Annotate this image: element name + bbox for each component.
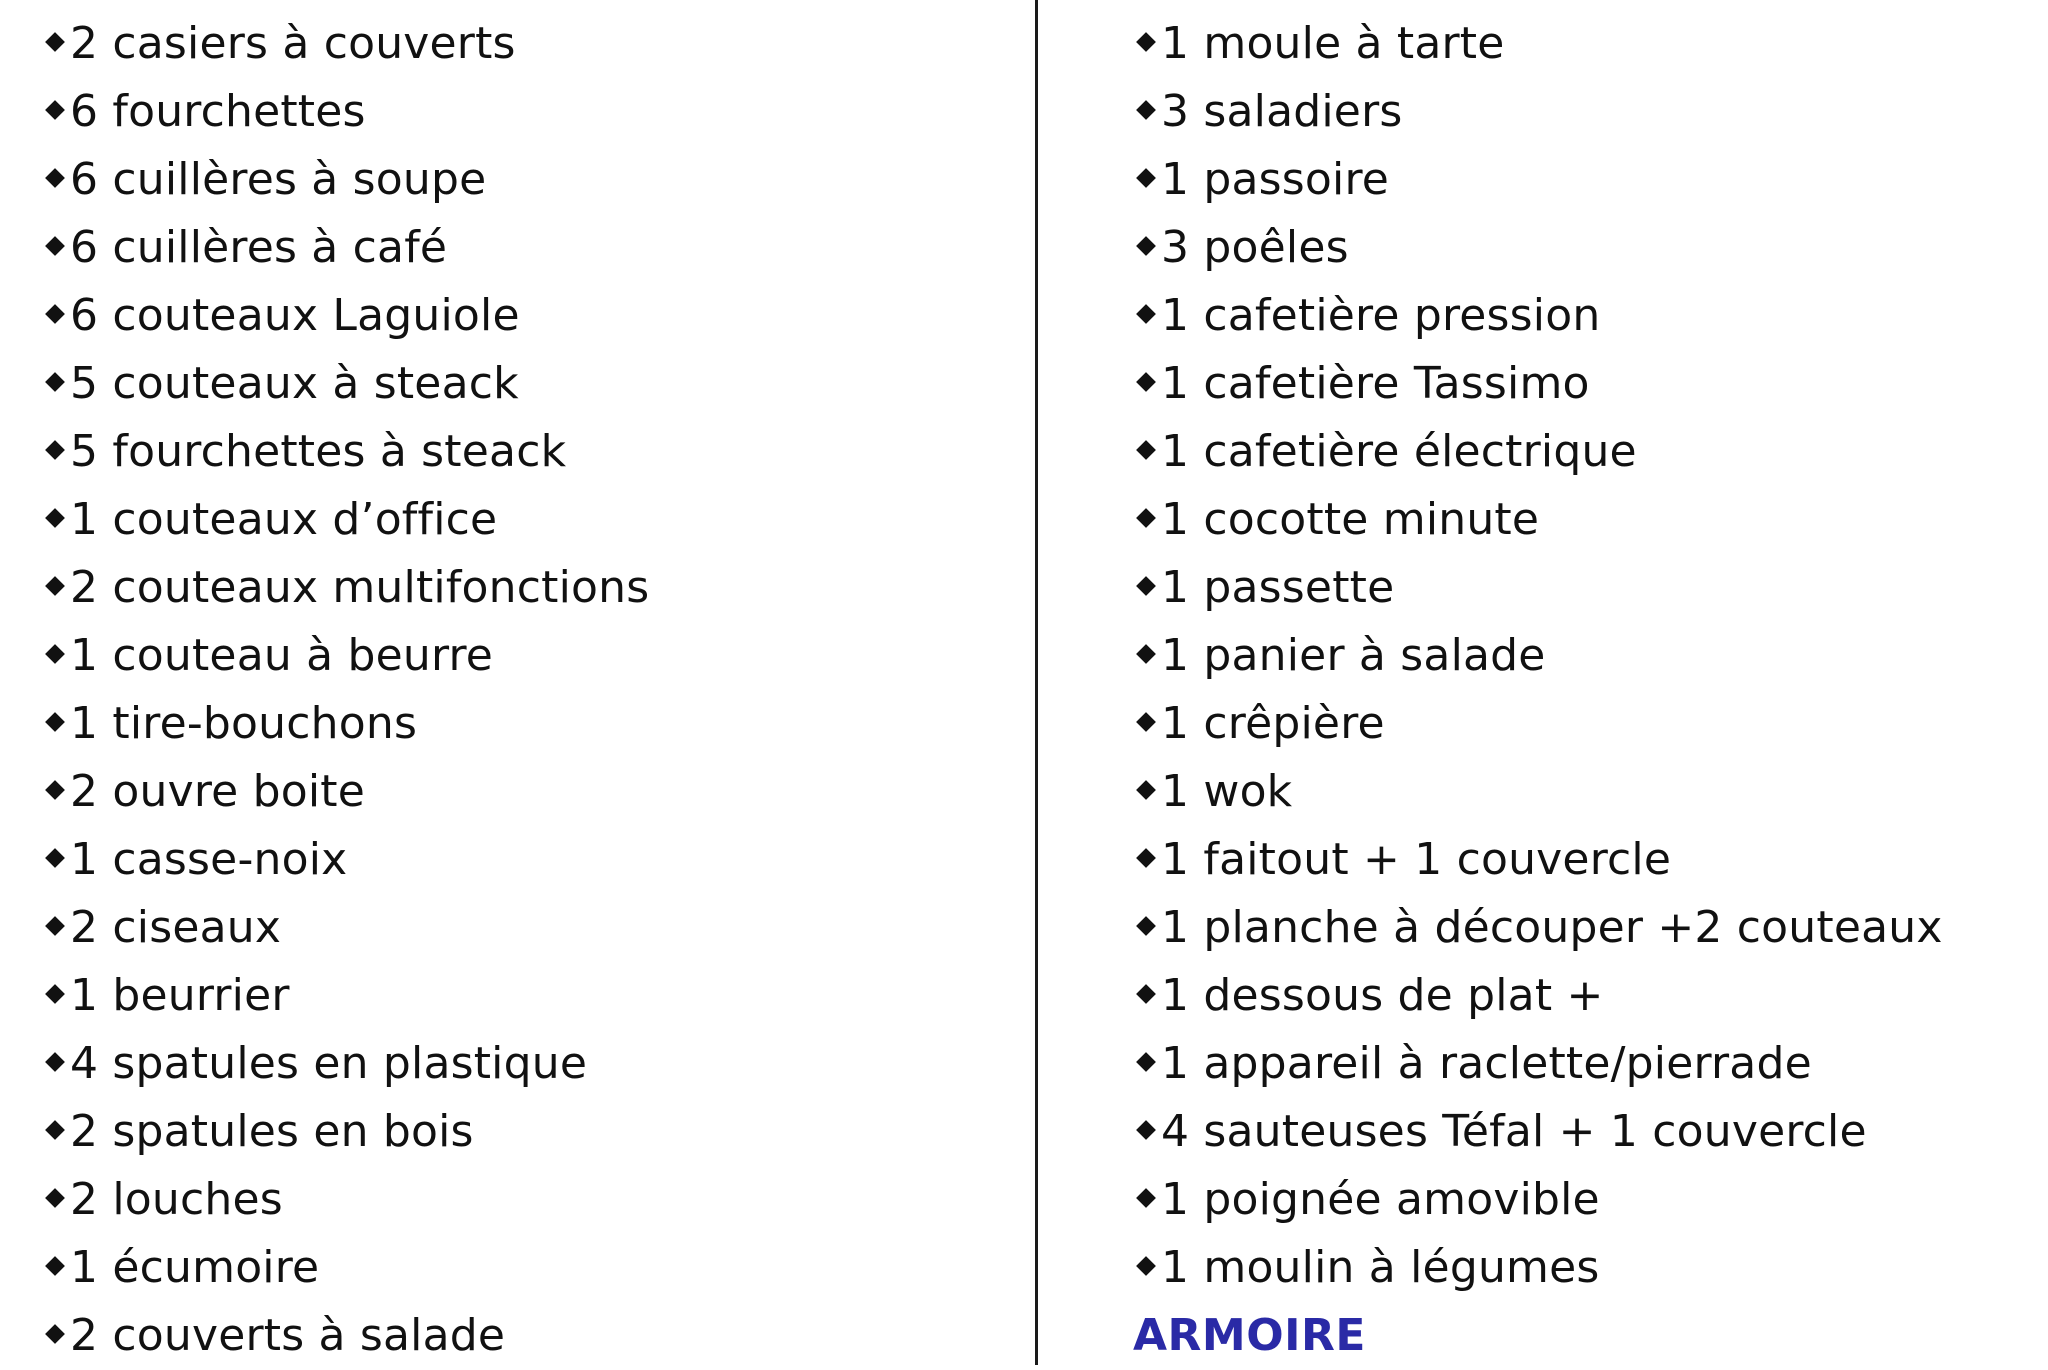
list-item: 1 passoire xyxy=(1133,146,1389,214)
bullet-icon xyxy=(45,1120,65,1140)
section-heading: ARMOIRE xyxy=(1133,1310,1366,1361)
list-item: 2 ouvre boite xyxy=(42,758,365,826)
bullet-icon xyxy=(1136,848,1156,868)
list-item: 1 écumoire xyxy=(42,1234,319,1302)
list-item: 1 tire-bouchons xyxy=(42,690,417,758)
bullet-icon xyxy=(45,168,65,188)
bullet-icon xyxy=(1136,916,1156,936)
list-item: 1 moulin à légumes xyxy=(1133,1234,1600,1302)
bullet-icon xyxy=(45,848,65,868)
list-item: 1 panier à salade xyxy=(1133,622,1546,690)
bullet-icon xyxy=(1136,780,1156,800)
list-item: 3 poêles xyxy=(1133,214,1349,282)
list-item: 4 sauteuses Téfal + 1 couvercle xyxy=(1133,1098,1867,1166)
bullet-icon xyxy=(1136,168,1156,188)
list-item: 1 planche à découper +2 couteaux xyxy=(1133,894,1943,962)
bullet-icon xyxy=(45,576,65,596)
list-item: 5 fourchettes à steack xyxy=(42,418,566,486)
list-item: 2 couteaux multifonctions xyxy=(42,554,649,622)
bullet-icon xyxy=(45,1188,65,1208)
list-item: 1 faitout + 1 couvercle xyxy=(1133,826,1671,894)
bullet-icon xyxy=(45,304,65,324)
bullet-icon xyxy=(1136,304,1156,324)
list-item: 3 saladiers xyxy=(1133,78,1403,146)
bullet-icon xyxy=(45,100,65,120)
bullet-icon xyxy=(45,1256,65,1276)
list-item: 1 cafetière pression xyxy=(1133,282,1600,350)
list-item: 4 spatules en plastique xyxy=(42,1030,587,1098)
list-item: 6 cuillères à café xyxy=(42,214,447,282)
list-item: 1 crêpière xyxy=(1133,690,1385,758)
bullet-icon xyxy=(1136,1120,1156,1140)
bullet-icon xyxy=(1136,984,1156,1004)
list-item: 1 appareil à raclette/pierrade xyxy=(1133,1030,1812,1098)
bullet-icon xyxy=(1136,508,1156,528)
bullet-icon xyxy=(1136,712,1156,732)
divider-line xyxy=(1035,0,1038,1365)
list-item: 1 passette xyxy=(1133,554,1394,622)
bullet-icon xyxy=(45,916,65,936)
list-item: 1 cafetière électrique xyxy=(1133,418,1637,486)
bullet-icon xyxy=(45,984,65,1004)
bullet-icon xyxy=(1136,100,1156,120)
bullet-icon xyxy=(1136,576,1156,596)
bullet-icon xyxy=(45,508,65,528)
bullet-icon xyxy=(45,1324,65,1344)
list-item: 2 casiers à couverts xyxy=(42,10,516,78)
list-item: 6 couteaux Laguiole xyxy=(42,282,520,350)
bullet-icon xyxy=(45,236,65,256)
bullet-icon xyxy=(1136,1188,1156,1208)
list-item: 1 couteau à beurre xyxy=(42,622,493,690)
list-item: 1 cafetière Tassimo xyxy=(1133,350,1590,418)
list-item: 2 couverts à salade xyxy=(42,1302,505,1370)
bullet-icon xyxy=(1136,440,1156,460)
list-item: 1 beurrier xyxy=(42,962,290,1030)
list-item: 2 spatules en bois xyxy=(42,1098,474,1166)
bullet-icon xyxy=(1136,372,1156,392)
list-item: 1 poignée amovible xyxy=(1133,1166,1600,1234)
bullet-icon xyxy=(45,712,65,732)
bullet-icon xyxy=(1136,236,1156,256)
list-item: 1 wok xyxy=(1133,758,1292,826)
list-item: 2 ciseaux xyxy=(42,894,281,962)
list-item: 1 casse-noix xyxy=(42,826,347,894)
bullet-icon xyxy=(45,1052,65,1072)
list-item: 1 moule à tarte xyxy=(1133,10,1505,78)
bullet-icon xyxy=(1136,1256,1156,1276)
bullet-icon xyxy=(1136,32,1156,52)
bullet-icon xyxy=(45,644,65,664)
list-item: 2 louches xyxy=(42,1166,283,1234)
list-item: 1 cocotte minute xyxy=(1133,486,1539,554)
bullet-icon xyxy=(45,32,65,52)
bullet-icon xyxy=(1136,644,1156,664)
bullet-icon xyxy=(45,440,65,460)
bullet-icon xyxy=(45,372,65,392)
list-item: 6 fourchettes xyxy=(42,78,366,146)
list-item: 5 couteaux à steack xyxy=(42,350,519,418)
list-item: 6 cuillères à soupe xyxy=(42,146,486,214)
bullet-icon xyxy=(1136,1052,1156,1072)
list-item: 1 couteaux d’office xyxy=(42,486,497,554)
bullet-icon xyxy=(45,780,65,800)
list-item: 1 dessous de plat + xyxy=(1133,962,1604,1030)
